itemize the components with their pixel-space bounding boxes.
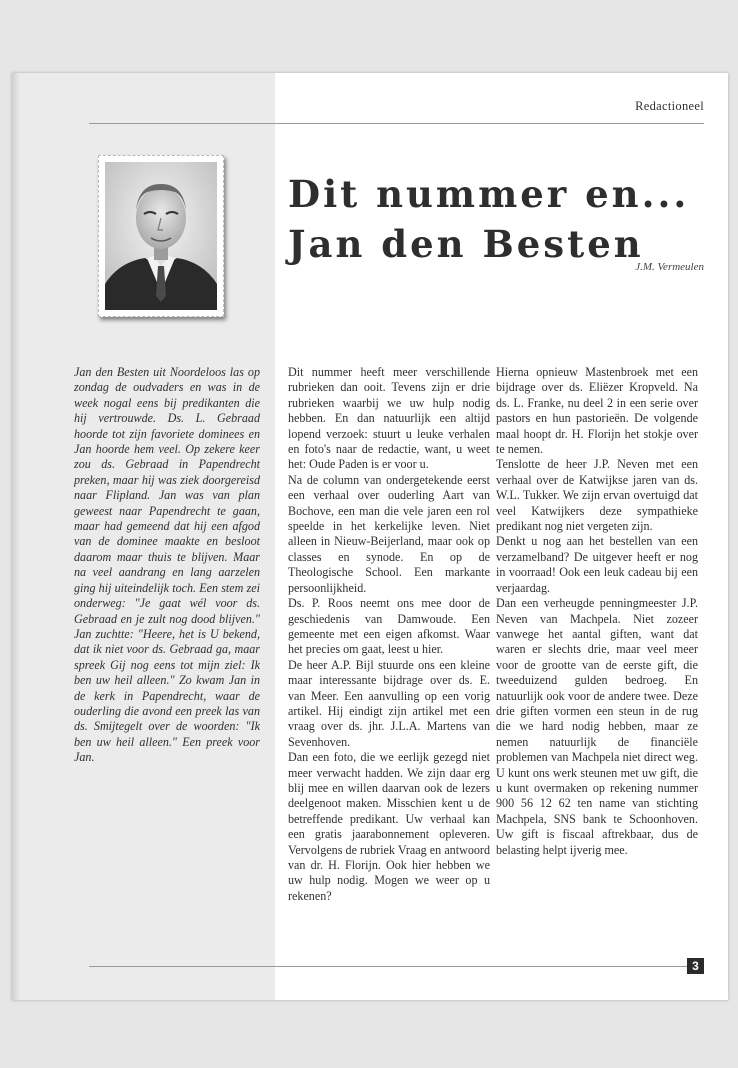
body-paragraph: Hierna opnieuw Mastenbroek met een bijdrage over ds. Eliëzer Kropveld. Na ds. L. Franke, nu deel 2 in een serie over pastors en hun pastorieën. De volgende maal hoopt dr. H. Florijn het stokje over te nemen. — [496, 365, 698, 457]
page-number: 3 — [687, 958, 704, 974]
article-title — [288, 169, 689, 269]
body-paragraph: Dit nummer heeft meer verschillende rubrieken dan ooit. Tevens zijn er drie rubrieken waarbij we uw hulp nodig hebben. En dan natuurlijk een altijd lopend verzoek: stuurt u leuke verhalen en foto's naar de redactie, want, u weet het: Oude Paden is er voor u. — [288, 365, 490, 472]
body-paragraph: Na de column van ondergetekende eerst een verhaal over ouderling Aart van Bochove, een man die vele jaren een rol speelde in het kerkelijke leven. Niet alleen in Nieuw-Beijerland, maar ook op classes en synode. En op de Theologische School. Een markante persoonlijkheid. — [288, 472, 490, 595]
body-paragraph: Dan een verheugde penningmeester J.P. Neven van Machpela. Niet zozeer vanwege het aantal giften, want dat waren er slechts drie, maar veel meer voor de grootte van de eerste gift, die tweeduizend gulden bedroeg. En natuurlijk ook voor de andere twee. Deze drie giften vormen een steun in de rug die we hard nodig hebben, maar ze nemen natuurlijk de financiële problemen van Machpela niet direct weg. U kunt ons werk steunen met uw gift, die u kunt overmaken op rekening nummer 900 56 12 62 ten name van stichting Machpela, SNS bank te Schoonhoven. Uw gift is fiscaal aftrekbaar, dus de belasting helpt ijverig mee. — [496, 596, 698, 857]
sidebar-intro — [74, 365, 260, 766]
title-line-2: Jan den Besten — [288, 222, 644, 266]
page-spine-shadow — [12, 73, 20, 1000]
section-label: Redactioneel — [635, 99, 704, 113]
body-paragraph: Denkt u nog aan het bestellen van een verzamelband? De uitgever heeft er nog in voorraad! Ook een leuk cadeau bij een verjaardag. — [496, 534, 698, 595]
footer-rule — [89, 966, 704, 967]
body-paragraph: Dan een foto, die we eerlijk gezegd niet meer verwacht hadden. We zijn daar erg blij mee en willen daarvan ook de lezers deelgenoot maken. Misschien kent u de betreffende predikant. Uw verhaal kan een gratis jaarabonnement opleveren. Vervolgens de rubriek Vraag en antwoord van dr. H. Florijn. Ook hier hebben we uw hulp nodig. Mogen we weer op u rekenen? — [288, 750, 490, 903]
portrait-image — [105, 162, 217, 310]
magazine-page — [12, 73, 728, 1000]
body-paragraph: De heer A.P. Bijl stuurde ons een kleine maar interessante bijdrage over ds. E. van Meer. Een aanvulling op een vorig artikel. Hij eindigt zijn artikel met een vraag over ds. jhr. J.L.A. Martens van Sevenhoven. — [288, 657, 490, 749]
body-column-1 — [288, 365, 490, 904]
header-rule — [89, 123, 704, 124]
portrait-photo — [98, 155, 224, 317]
body-column-2 — [496, 365, 698, 858]
body-paragraph: Ds. P. Roos neemt ons mee door de geschiedenis van Damwoude. Een gemeente met een eigen afkomst. Waar het precies om gaat, leest u hier. — [288, 596, 490, 657]
sidebar-intro-text: Jan den Besten uit Noordeloos las op zondag de oudvaders en was in de week nogal eens bij predikanten die hij vertrouwde. Ds. L. Gebraad hoorde tot zijn favoriete dominees en Jan hoorde hem veel. Op zekere keer zou ds. Gebraad in Papendrecht preken, maar hij was ziek doorgereisd naar Flipland. Jan was van plan geweest naar Papendrecht te gaan, maar had gemeend dat hij een afgod van de dominee maakte en besloot daarom maar thuis te blijven. Maar na veel aandrang en lang aarzelen ging hij uiteindelijk toch. Een stem zei onderweg: "Je gaat wél voor ds. Gebraad en je zult nog dood blijven." Jan zuchtte: "Heere, het is U bekend, dat ik niet voor ds. Gebraad ga, maar spreek Gij nog eens tot mijn ziel: Ik ben uw heil alleen." Zo kwam Jan in de kerk in Papendrecht, waar de ouderling die avond een preek las van ds. Smijtegelt over de woorden: "Ik ben uw heil alleen." Een preek voor Jan. — [74, 365, 260, 765]
body-paragraph: Tenslotte de heer J.P. Neven met een verhaal over de Katwijkse jaren van ds. W.L. Tukker. We zijn ervan overtuigd dat veel Katwijkers deze sympathieke predikant nog niet vergeten zijn. — [496, 457, 698, 534]
author-byline: J.M. Vermeulen — [635, 261, 704, 273]
title-line-1: Dit nummer en... — [288, 172, 690, 216]
